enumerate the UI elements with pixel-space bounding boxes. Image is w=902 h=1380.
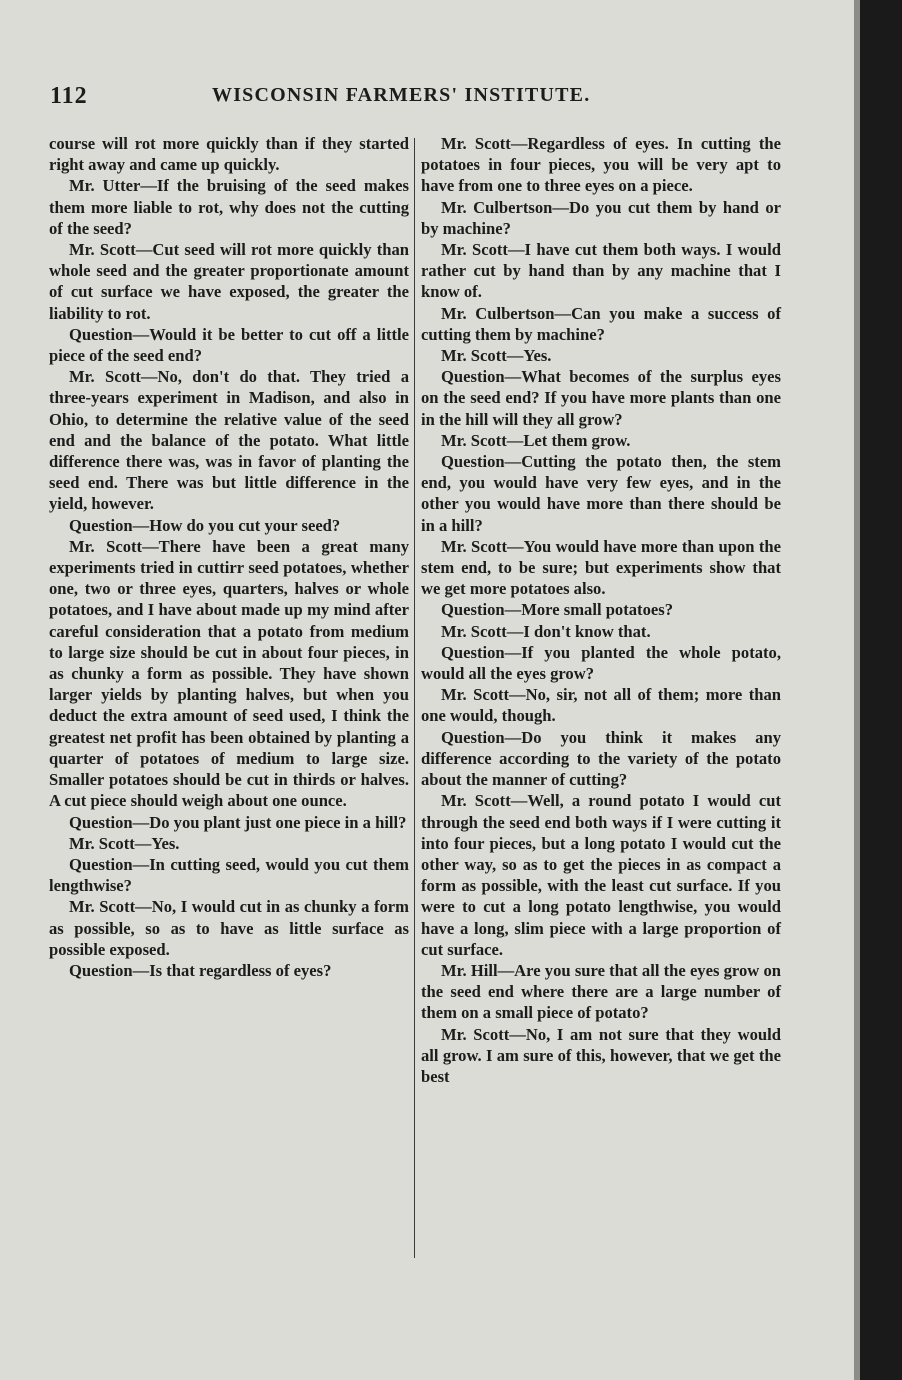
paragraph: Mr. Scott—There have been a great many experiments tried in cuttirr seed potatoes, whether one, two or three eyes, quarters, halves or whole potatoes, and I have about made up my mind after careful consideration that a potato from medium to large size should be cut in about four pieces, in as chunky a form as possible. They have shown larger yields by planting halves, but when you deduct the extra amount of seed used, I think the greatest net profit has been obtained by planting a quarter of potatoes of medium to large size. Smaller potatoes should be cut in thirds or halves. A cut piece should weigh about one ounce. bbox=[49, 536, 409, 811]
paragraph: Mr. Scott—No, don't do that. They tried a three-years experiment in Madison, and also in Ohio, to determine the relative value of the seed end and the balance of the potato. What little difference there was, was in favor of planting the seed end. There was but little difference in the yield, however. bbox=[49, 367, 409, 514]
paragraph: Question—Is that regardless of eyes? bbox=[69, 960, 332, 980]
paragraph: Question—Cutting the potato then, the stem end, you would have very few eyes, and in the other you would have more than there should be in a hill? bbox=[421, 452, 781, 535]
paragraph: Mr. Culbertson—Do you cut them by hand or by machine? bbox=[421, 197, 781, 238]
paragraph: Question—If you planted the whole potato, would all the eyes grow? bbox=[421, 642, 781, 684]
paragraph: Question—More small potatoes? bbox=[441, 600, 673, 620]
paragraph: Mr. Scott—I have cut them both ways. I would rather cut by hand than by any machine that I know of. bbox=[421, 240, 781, 302]
paragraph: Mr. Scott—No, I am not sure that they would all grow. I am sure of this, however, that we get the best bbox=[421, 1024, 781, 1086]
running-head: WISCONSIN FARMERS' INSTITUTE. bbox=[212, 84, 591, 106]
paragraph: Mr. Scott—Yes. bbox=[441, 346, 552, 366]
paragraph: Mr. Hill—Are you sure that all the eyes grow on the seed end where there are a large number of them on a small piece of potato? bbox=[421, 960, 781, 1023]
right-column bbox=[421, 133, 781, 1087]
left-column bbox=[49, 133, 409, 981]
paragraph: Mr. Scott—You would have more than upon the stem end, to be sure; but experiments show that we get more potatoes also. bbox=[421, 536, 781, 599]
paragraph: Mr. Scott—Let them grow. bbox=[441, 430, 631, 450]
paragraph: Question—Would it be better to cut off a little piece of the seed end? bbox=[49, 324, 409, 366]
paragraph: course will rot more quickly than if they started right away and came up quickly. bbox=[49, 134, 409, 175]
paragraph: Question—Do you plant just one piece in a hill? bbox=[69, 812, 407, 832]
paragraph: Mr. Utter—If the bruising of the seed makes them more liable to rot, why does not the cutting of the seed? bbox=[49, 176, 409, 238]
paragraph: Mr. Scott—Regardless of eyes. In cutting the potatoes in four pieces, you will be very apt to have from one to three eyes on a piece. bbox=[421, 134, 781, 196]
paragraph: Mr. Scott—Yes. bbox=[69, 833, 180, 853]
paragraph: Mr. Scott—I don't know that. bbox=[441, 621, 651, 641]
page-edge bbox=[860, 0, 902, 1380]
paragraph: Mr. Scott—Cut seed will rot more quickly than whole seed and the greater proportionate amount of cut surface we have exposed, the greater the liability to rot. bbox=[49, 240, 409, 323]
paragraph: Mr. Scott—No, I would cut in as chunky a form as possible, so as to have as little surface as possible exposed. bbox=[49, 897, 409, 959]
column-rule bbox=[414, 138, 415, 1258]
paragraph: Question—Do you think it makes any difference according to the variety of the potato about the manner of cutting? bbox=[421, 727, 781, 790]
paragraph: Question—What becomes of the surplus eyes on the seed end? If you have more plants than one in the hill will they all grow? bbox=[421, 367, 781, 429]
paragraph: Mr. Scott—Well, a round potato I would cut through the seed end both ways if I were cutting it into four pieces, but a long potato I would cut the other way, so as to get the pieces in as compact a form as possible, with the least cut surface. If you were to cut a long potato lengthwise, you would have a long, slim piece with a large proportion of cut surface. bbox=[421, 791, 781, 959]
paragraph: Question—How do you cut your seed? bbox=[69, 515, 341, 535]
paragraph: Mr. Culbertson—Can you make a success of cutting them by machine? bbox=[421, 303, 781, 344]
paragraph: Mr. Scott—No, sir, not all of them; more than one would, though. bbox=[421, 685, 781, 726]
paragraph: Question—In cutting seed, would you cut them lengthwise? bbox=[49, 854, 409, 896]
page-number: 112 bbox=[50, 83, 88, 109]
